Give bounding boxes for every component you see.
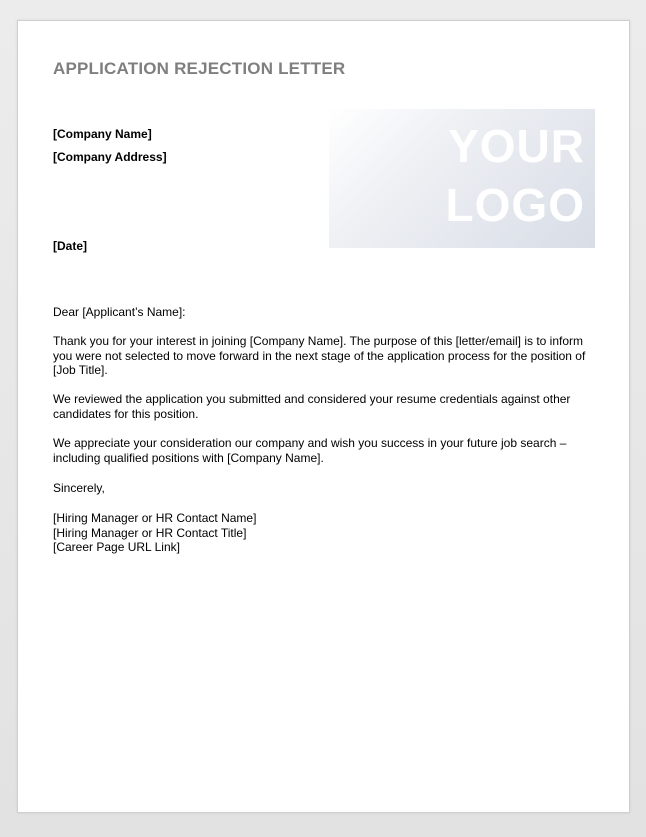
salutation: Dear [Applicant’s Name]: <box>53 305 186 319</box>
signature-block <box>53 511 601 555</box>
body-paragraph: Thank you for your interest in joining [Company Name]. The purpose of this [letter/email] is to inform you were not selected to move forward in the next stage of the application process for the position of [Job Title]. <box>53 334 586 377</box>
body-paragraph: We appreciate your consideration our company and wish you success in your future job search – including qualified positions with [Company Name]. <box>53 436 567 465</box>
logo-text-line-2: LOGO <box>445 179 585 231</box>
letter-date: [Date] <box>53 239 88 253</box>
body-paragraph: We reviewed the application you submitted and considered your resume credentials against other candidates for this position. <box>53 392 571 421</box>
closing: Sincerely, <box>53 481 105 495</box>
signature-career-link: [Career Page URL Link] <box>53 540 180 554</box>
document-page <box>17 20 630 813</box>
company-name: [Company Name] <box>53 127 152 141</box>
company-address: [Company Address] <box>53 150 167 164</box>
logo-placeholder <box>329 109 595 248</box>
logo-text-line-1: YOUR <box>448 120 585 172</box>
page-title: APPLICATION REJECTION LETTER <box>53 59 346 78</box>
signature-contact-title: [Hiring Manager or HR Contact Title] <box>53 525 247 540</box>
signature-contact-name: [Hiring Manager or HR Contact Name] <box>53 511 257 525</box>
